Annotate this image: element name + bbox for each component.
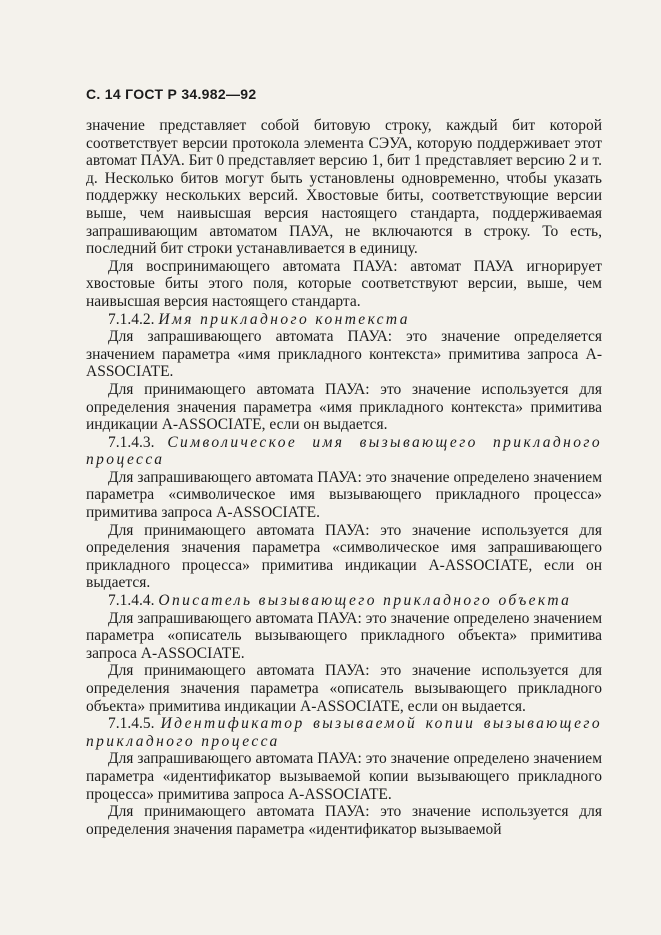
- paragraph: Для запрашивающего автомата ПАУА: это значение определено значением параметра «идентификатор вызываемой копии вызывающего прикладного процесса» примитива запроса A-ASSOCIATE.: [86, 750, 602, 803]
- section-heading: [86, 592, 602, 610]
- paragraph: Для запрашивающего автомата ПАУА: это значение определено значением параметра «символическое имя вызывающего прикладного процесса» примитива запроса A-ASSOCIATE.: [86, 468, 602, 522]
- section-title: Символическое имя вызывающего прикладного процесса: [86, 433, 602, 469]
- paragraph: Для запрашивающего автомата ПАУА: это значение определяется значением параметра «имя прикладного контекста» примитива запроса A-ASSOCIATE.: [86, 328, 602, 381]
- section-title: Имя прикладного контекста: [158, 310, 410, 328]
- section-number: 7.1.4.4.: [108, 592, 155, 610]
- section-heading: [86, 311, 602, 329]
- paragraph: Для воспринимающего автомата ПАУА: автомат ПАУА игнорирует хвостовые биты этого поля, которые соответствуют версии, выше, чем наивысшая версия настоящего стандарта.: [86, 257, 602, 310]
- section-title: Идентификатор вызываемой копии вызывающего прикладного процесса: [86, 715, 602, 750]
- paragraph: Для принимающего автомата ПАУА: это значение используется для определения значения параметра «описатель вызывающего прикладного объекта» примитива индикации A-ASSOCIATE, если он выдается.: [86, 662, 602, 715]
- paragraph: значение представляет собой битовую строку, каждый бит которой соответствует версии протокола элемента СЭУА, которую поддерживает этот автомат ПАУА. Бит 0 представляет версию 1, бит 1 представляет версию 2 и т. д. Несколько битов могут быть установлены одновременно, чтобы указать поддержку нескольких версий. Хвостовые биты, соответствующие версии выше, чем наивысшая версия настоящего стандарта, поддерживаемая запрашивающим автоматом ПАУА, не включаются в строку. То есть, последний бит строки устанавливается в единицу.: [86, 117, 602, 258]
- section-number: 7.1.4.2.: [108, 310, 155, 328]
- paragraph: Для принимающего автомата ПАУА: это значение используется для определения значения параметра «идентификатор вызываемой: [86, 803, 602, 838]
- paragraph: Для принимающего автомата ПАУА: это значение используется для определения значения параметра «имя прикладного контекста» примитива индикации A-ASSOCIATE, если он выдается.: [86, 380, 602, 434]
- paragraph: Для принимающего автомата ПАУА: это значение используется для определения значения параметра «символическое имя запрашивающего прикладного процесса» примитива индикации A-ASSOCIATE, если он выдается.: [86, 521, 602, 592]
- paragraph: Для запрашивающего автомата ПАУА: это значение определено значением параметра «описатель вызывающего прикладного объекта» примитива запроса A-ASSOCIATE.: [86, 609, 602, 662]
- page-header: С. 14 ГОСТ Р 34.982—92: [86, 86, 257, 102]
- section-title: Описатель вызывающего прикладного объекта: [158, 592, 572, 610]
- document-body: [86, 117, 602, 838]
- section-heading: [86, 715, 602, 750]
- section-heading: [86, 434, 602, 469]
- section-number: 7.1.4.3.: [108, 433, 155, 451]
- section-number: 7.1.4.5.: [108, 715, 155, 733]
